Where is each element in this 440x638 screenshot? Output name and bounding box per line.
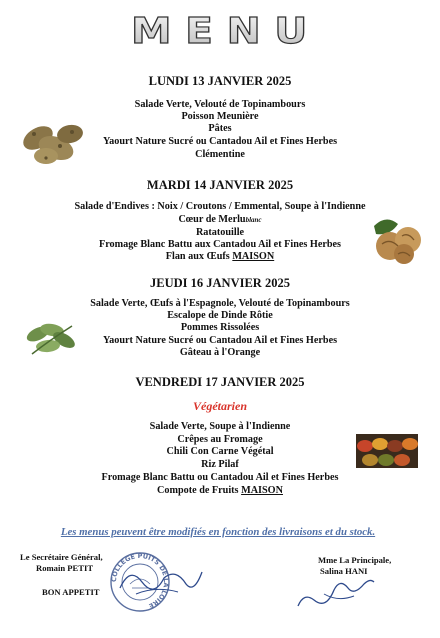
secretary-signature [116, 558, 206, 608]
menu-item: Salade d'Endives : Noix / Croutons / Emmental, Soupe à l'Indienne [74, 201, 366, 212]
menu-item-text: Flan aux Œufs [165, 251, 230, 262]
walnuts-image [368, 214, 428, 266]
menu-disclaimer: Les menus peuvent être modifiés en fonction des livraisons et du stock. [60, 526, 376, 538]
menu-item: Crêpes au Fromage [177, 434, 263, 445]
day-heading-tuesday: MARDI 14 JANVIER 2025 [146, 178, 294, 192]
menu-item: Salade Verte, Soupe à l'Indienne [149, 421, 291, 432]
menu-item: Riz Pilaf [201, 459, 239, 470]
stamp-text: COLLEGE PUITS DE LA LOIRE [109, 551, 171, 611]
secretary-name: Romain PETIT [36, 563, 94, 573]
menu-item: Chili Con Carne Végétal [166, 446, 274, 457]
principal-signature [294, 572, 378, 612]
vegetarian-label: Végétarien [193, 399, 247, 413]
menu-item: Pâtes [208, 123, 232, 134]
menu-item: Pommes Rissolées [180, 322, 260, 333]
menu-title-text: MENU [131, 14, 321, 48]
day-heading-monday: LUNDI 13 JANVIER 2025 [148, 74, 292, 88]
menu-item: Gâteau à l'Orange [179, 347, 261, 358]
bon-appetit: BON APPETIT [42, 587, 100, 597]
menu-title-graphic [128, 14, 324, 48]
homemade-label: MAISON [232, 251, 275, 262]
menu-item: Fromage Blanc Battu aux Cantadou Ail et Fines Herbes [98, 239, 342, 250]
menu-item: Salade Verte, Œufs à l'Espagnole, Velouté de Topinambours [90, 298, 350, 309]
principal-title: Mme La Principale, [318, 555, 392, 565]
menu-item: Yaourt Nature Sucré ou Cantadou Ail et Fines Herbes [102, 136, 338, 147]
menu-item: Escalope de Dinde Rôtie [167, 310, 273, 321]
homemade-label: MAISON [241, 485, 283, 496]
herbs-image [22, 316, 80, 360]
menu-item-text: Cœur de Merlu [178, 214, 246, 225]
menu-item: Poisson Meunière [181, 111, 259, 122]
day-heading-thursday: JEUDI 16 JANVIER 2025 [150, 276, 290, 290]
menu-item: Salade Verte, Velouté de Topinambours [134, 99, 306, 110]
menu-title [128, 14, 324, 48]
jerusalem-artichoke-image [16, 108, 90, 172]
menu-item: Clémentine [195, 149, 245, 160]
spices-image [356, 434, 418, 468]
day-heading-friday: VENDREDI 17 JANVIER 2025 [135, 375, 305, 389]
handwritten-correction: blanc [245, 216, 262, 224]
menu-item-homemade [0, 485, 440, 497]
menu-item: Yaourt Nature Sucré ou Cantadou Ail et Fines Herbes [102, 335, 338, 346]
principal-name: Salina HANI [320, 566, 368, 576]
secretary-title: Le Secrétaire Général, [20, 552, 103, 562]
menu-item: Ratatouille [195, 227, 245, 238]
menu-item-text: Compote de Fruits [157, 485, 239, 496]
menu-item: Fromage Blanc Battu ou Cantadou Ail et Fines Herbes [101, 472, 339, 483]
